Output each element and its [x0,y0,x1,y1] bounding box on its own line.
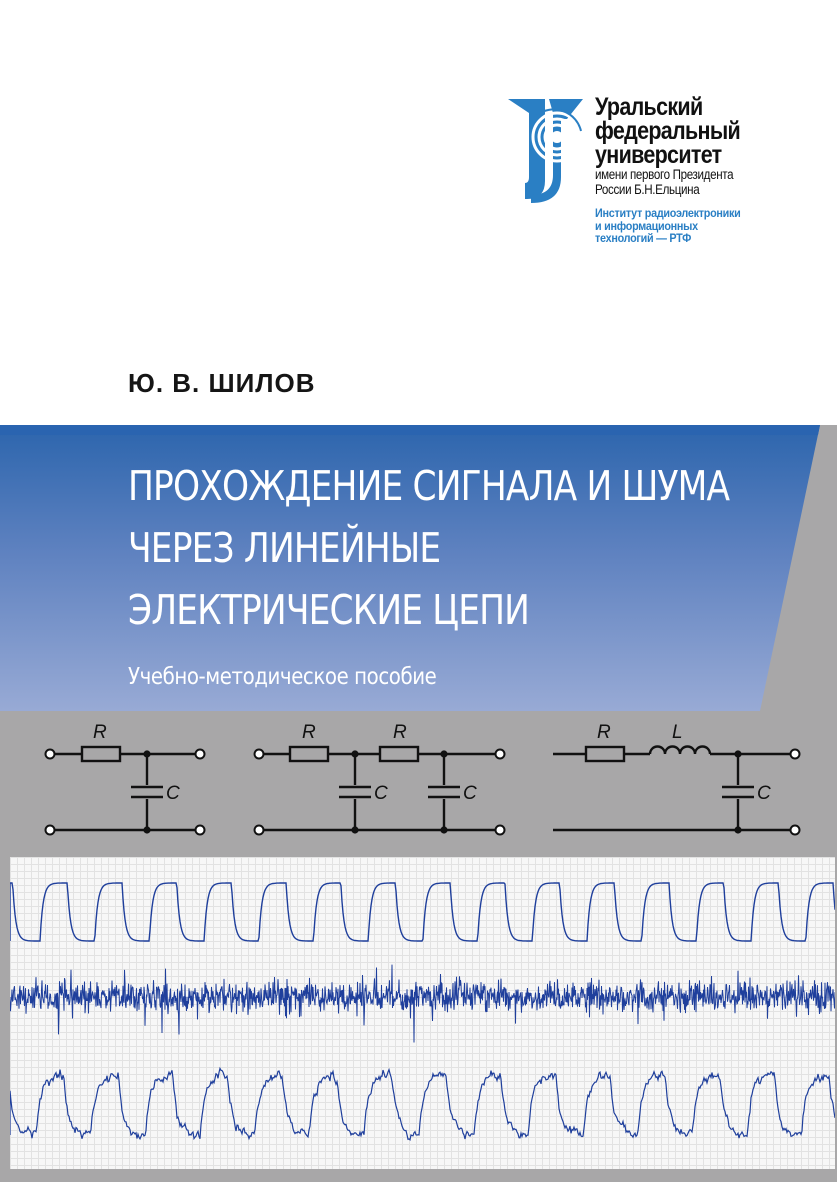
capacitor-label: C [166,783,180,804]
terminal [496,826,505,835]
university-name-line: университет [595,141,722,169]
junction-dot [143,826,150,833]
university-logo [505,95,805,255]
terminal [791,750,800,759]
resistor-label: R [597,722,611,743]
terminal [255,750,264,759]
terminal [46,826,55,835]
institute-name-line: и информационных [595,218,698,233]
book-title-line: ЧЕРЕЗ ЛИНЕЙНЫЕ [128,524,441,572]
noise-trace [10,965,835,1043]
institute-name-line: Институт радиоэлектроники [595,206,741,220]
capacitor-label: C [374,783,388,804]
institute-name-line: технологий — РТФ [595,231,692,245]
noisy-pulse-trace [10,1068,835,1139]
author-name: Ю. В. ШИЛОВ [128,368,316,398]
university-subname-line: России Б.Н.Ельцина [595,182,700,197]
inductor-label: L [672,722,683,743]
terminal [255,826,264,835]
junction-dot [734,826,741,833]
junction-dot [440,826,447,833]
ural-university-emblem-icon [505,95,591,205]
junction-dot [734,750,741,757]
junction-dot [351,826,358,833]
capacitor-label: C [463,783,477,804]
institute-name [595,207,741,245]
circuit-diagrams-svg [0,711,837,851]
resistor-label: R [93,722,107,743]
book-title [128,455,729,641]
filtered-pulse-trace [10,883,835,941]
terminal [496,750,505,759]
book-title-line: ПРОХОЖДЕНИЕ СИГНАЛА И ШУМА [128,462,730,510]
terminal [791,826,800,835]
university-name-line: федеральный [595,117,741,145]
university-name [595,95,764,197]
university-subname-line: имени первого Президента [595,167,734,182]
junction-dot [440,750,447,757]
circuit-diagrams [0,711,837,851]
resistor-label: R [393,722,407,743]
resistor-label: R [302,722,316,743]
capacitor-label: C [757,783,771,804]
terminal [196,750,205,759]
oscillogram-panel [10,857,835,1169]
terminal [46,750,55,759]
book-title-line: ЭЛЕКТРИЧЕСКИЕ ЦЕПИ [128,586,530,634]
book-subtitle: Учебно-методическое пособие [128,664,437,690]
university-name-line: Уральский [595,93,703,121]
junction-dot [351,750,358,757]
oscillogram-traces [10,857,835,1169]
terminal [196,826,205,835]
junction-dot [143,750,150,757]
